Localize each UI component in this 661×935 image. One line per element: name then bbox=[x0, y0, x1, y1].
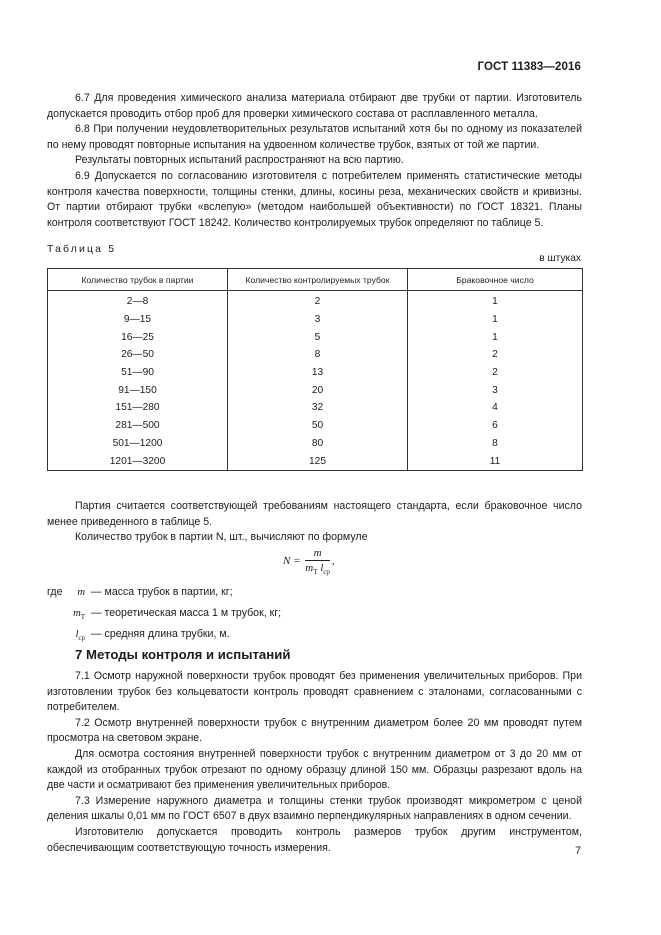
formula-den-l: l bbox=[320, 562, 324, 574]
paragraphs-bottom bbox=[47, 669, 582, 856]
cell-reject-number: 1 bbox=[408, 328, 583, 346]
cell-reject-number: 1 bbox=[408, 311, 583, 329]
legend-symbol: m bbox=[77, 587, 85, 598]
cell-batch-size: 16—25 bbox=[48, 328, 228, 346]
table-row bbox=[48, 417, 583, 435]
page-number: 7 bbox=[575, 845, 581, 857]
table-unit: в штуках bbox=[539, 253, 581, 264]
legend-text: — теоретическая масса 1 м трубок, кг; bbox=[91, 607, 282, 620]
paragraph-6-8-cont: Результаты повторных испытаний распространяют на всю партию. bbox=[75, 154, 404, 167]
formula-numerator: m bbox=[305, 547, 330, 561]
table-header-row bbox=[48, 269, 583, 291]
legend-symbol: $m_T$ bbox=[73, 608, 85, 622]
table-row bbox=[48, 346, 583, 364]
formula-fraction bbox=[305, 547, 330, 576]
cell-batch-size: 91—150 bbox=[48, 381, 228, 399]
cell-batch-size: 151—280 bbox=[48, 399, 228, 417]
paragraph-6-8: 6.8 При получении неудовлетворительных результатов испытаний хотя бы по одному из показателей по нему проводят повторные испытания на удвоенном количестве трубок, взятых от той же партии. bbox=[47, 123, 582, 151]
cell-controlled-count: 3 bbox=[228, 311, 408, 329]
section-title: 7 Методы контроля и испытаний bbox=[75, 647, 291, 662]
document-code: ГОСТ 11383—2016 bbox=[477, 61, 581, 73]
paragraph-7-1: 7.1 Осмотр наружной поверхности трубок проводят без применения увеличительных приборов. При изготовлении трубок без кольцеватости контроль проводят сравнением с эталонами, согласованными с потребителем. bbox=[47, 670, 582, 714]
table-row bbox=[48, 399, 583, 417]
cell-reject-number: 8 bbox=[408, 435, 583, 453]
paragraph-acceptance: Партия считается соответствующей требованиям настоящего стандарта, если браковочное число менее приведенного в таблице 5. bbox=[47, 500, 582, 528]
header-batch-size: Количество трубок в партии bbox=[48, 269, 228, 291]
formula-den-m-sub: T bbox=[313, 568, 318, 577]
formula-denominator bbox=[305, 561, 330, 576]
formula-trailing: , bbox=[331, 555, 335, 568]
legend-text: — масса трубок в партии, кг; bbox=[91, 586, 233, 598]
paragraphs-top bbox=[47, 91, 582, 231]
paragraph-formula-intro: Количество трубок в партии N, шт., вычисляют по формуле bbox=[75, 531, 368, 544]
formula-den-m: m bbox=[305, 562, 314, 574]
cell-reject-number: 11 bbox=[408, 452, 583, 470]
table-row bbox=[48, 452, 583, 470]
legend-row bbox=[47, 626, 281, 647]
formula-legend bbox=[47, 584, 281, 647]
table-row bbox=[48, 364, 583, 382]
cell-controlled-count: 125 bbox=[228, 452, 408, 470]
header-controlled-count: Количество контролируемых трубок bbox=[228, 269, 408, 291]
formula-lhs: N = bbox=[283, 555, 301, 568]
cell-batch-size: 501—1200 bbox=[48, 435, 228, 453]
cell-reject-number: 2 bbox=[408, 346, 583, 364]
paragraph-7-3-cont: Изготовителю допускается проводить контроль размеров трубок другим инструментом, обеспечивающим соответствующую точность измерения. bbox=[47, 825, 582, 854]
legend-symbol: $l_{ср}$ bbox=[75, 629, 85, 643]
cell-reject-number: 6 bbox=[408, 417, 583, 435]
cell-reject-number: 2 bbox=[408, 364, 583, 382]
cell-batch-size: 51—90 bbox=[48, 364, 228, 382]
paragraph-6-7: 6.7 Для проведения химического анализа материала отбирают две трубки от партии. Изготовитель допускается проводить отбор проб для проверки химического состава от расплавленного металла. bbox=[47, 92, 582, 120]
legend-row bbox=[47, 584, 281, 605]
table-row bbox=[48, 328, 583, 346]
cell-controlled-count: 50 bbox=[228, 417, 408, 435]
paragraph-7-2-cont: Для осмотра состояния внутренней поверхности трубок с внутренним диаметром от 3 до 20 мм от каждой из отобранных трубок отрезают по одному образцу длиной 150 мм. Образцы разрезают вдоль на две части и осматривают без применения увеличительных приборов. bbox=[47, 747, 582, 792]
paragraphs-mid bbox=[47, 499, 582, 546]
cell-reject-number: 4 bbox=[408, 399, 583, 417]
cell-controlled-count: 80 bbox=[228, 435, 408, 453]
cell-controlled-count: 32 bbox=[228, 399, 408, 417]
table-row bbox=[48, 291, 583, 311]
cell-batch-size: 9—15 bbox=[48, 311, 228, 329]
paragraph-6-9: 6.9 Допускается по согласованию изготовителя с потребителем применять статистические методы контроля качества поверхности, толщины стенки, длины, косины реза, механических свойств и кривизны. От партии отбирают трубки «вслепую» (методом наибольшей объективности) по ГОСТ 18321. Планы контроля соответствуют ГОСТ 18242. Количество контролируемых трубок определяют по таблице 5. bbox=[47, 169, 582, 229]
legend-prefix: где bbox=[47, 586, 63, 598]
batch-control-table bbox=[47, 268, 583, 471]
paragraph-7-3: 7.3 Измерение наружного диаметра и толщины стенки трубок производят микрометром с ценой деления шкалы 0,01 мм по ГОСТ 6507 в двух взаимно перпендикулярных направлениях в одном сечении. bbox=[47, 794, 582, 823]
cell-batch-size: 281—500 bbox=[48, 417, 228, 435]
cell-controlled-count: 2 bbox=[228, 291, 408, 311]
cell-controlled-count: 5 bbox=[228, 328, 408, 346]
cell-batch-size: 1201—3200 bbox=[48, 452, 228, 470]
cell-reject-number: 3 bbox=[408, 381, 583, 399]
table-label: Таблица 5 bbox=[47, 244, 117, 255]
legend-row bbox=[47, 605, 281, 626]
header-reject-number: Браковочное число bbox=[408, 269, 583, 291]
table-row bbox=[48, 381, 583, 399]
cell-batch-size: 2—8 bbox=[48, 291, 228, 311]
cell-controlled-count: 13 bbox=[228, 364, 408, 382]
batch-count-formula bbox=[283, 547, 335, 576]
paragraph-7-2: 7.2 Осмотр внутренней поверхности трубок с внутренним диаметром более 20 мм проводят путем просмотра на световом экране. bbox=[47, 716, 582, 745]
table-row bbox=[48, 311, 583, 329]
cell-batch-size: 26—50 bbox=[48, 346, 228, 364]
cell-controlled-count: 20 bbox=[228, 381, 408, 399]
cell-reject-number: 1 bbox=[408, 291, 583, 311]
formula-den-l-sub: ср bbox=[323, 568, 330, 577]
cell-controlled-count: 8 bbox=[228, 346, 408, 364]
legend-text: — средняя длина трубки, м. bbox=[91, 628, 230, 641]
table-row bbox=[48, 435, 583, 453]
